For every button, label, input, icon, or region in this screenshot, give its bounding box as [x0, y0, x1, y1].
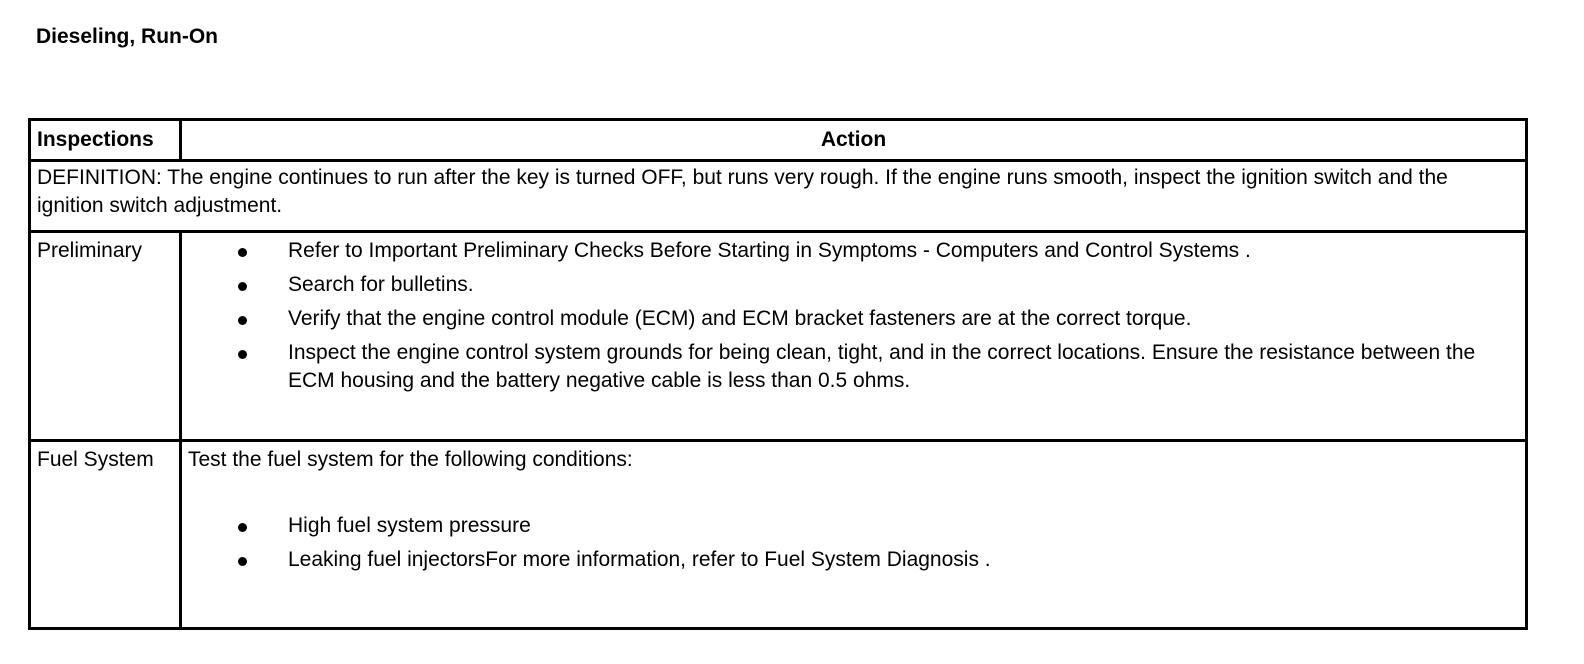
bullet-list [188, 237, 1519, 395]
list-item [238, 271, 1519, 299]
list-item [238, 546, 1519, 574]
diagnosis-table [28, 118, 1528, 630]
list-item-text: Verify that the engine control module (ECM) and ECM bracket fasteners are at the correct torque. [288, 307, 1192, 330]
bullet-icon [238, 350, 247, 359]
list-item-text: Refer to Important Preliminary Checks Before Starting in Symptoms - Computers and Control Systems . [288, 239, 1251, 262]
bullet-icon [238, 316, 247, 325]
definition-row [30, 161, 1527, 232]
bullet-icon [238, 282, 247, 291]
list-item-text: High fuel system pressure [288, 514, 531, 537]
bullet-icon [238, 523, 247, 532]
table-row [30, 441, 1527, 629]
list-item-text: Leaking fuel injectorsFor more information, refer to Fuel System Diagnosis . [288, 548, 991, 571]
bullet-icon [238, 248, 247, 257]
bullet-icon [238, 557, 247, 566]
row-label-preliminary: Preliminary [30, 232, 181, 441]
list-item-text: Inspect the engine control system grounds for being clean, tight, and in the correct locations. Ensure the resistance between the ECM housing and the battery negative cable is less than 0.5 ohms. [288, 341, 1476, 392]
fuel-intro-text: Test the fuel system for the following conditions: [188, 448, 633, 471]
list-item [238, 305, 1519, 333]
table-row [30, 232, 1527, 441]
list-item [238, 339, 1519, 395]
bullet-list [188, 512, 1519, 574]
header-inspections: Inspections [30, 120, 181, 161]
row-actions-fuel-system [181, 441, 1527, 629]
list-item-text: Search for bulletins. [288, 273, 474, 296]
table-header-row [30, 120, 1527, 161]
page-title: Dieseling, Run-On [36, 25, 219, 48]
header-action: Action [181, 120, 1527, 161]
list-item [238, 512, 1519, 540]
list-item [238, 237, 1519, 265]
row-label-fuel-system: Fuel System [30, 441, 181, 629]
row-actions-preliminary [181, 232, 1527, 441]
definition-text: DEFINITION: The engine continues to run after the key is turned OFF, but runs very rough. If the engine runs smooth, inspect the ignition switch and the ignition switch adjustment. [30, 161, 1527, 232]
